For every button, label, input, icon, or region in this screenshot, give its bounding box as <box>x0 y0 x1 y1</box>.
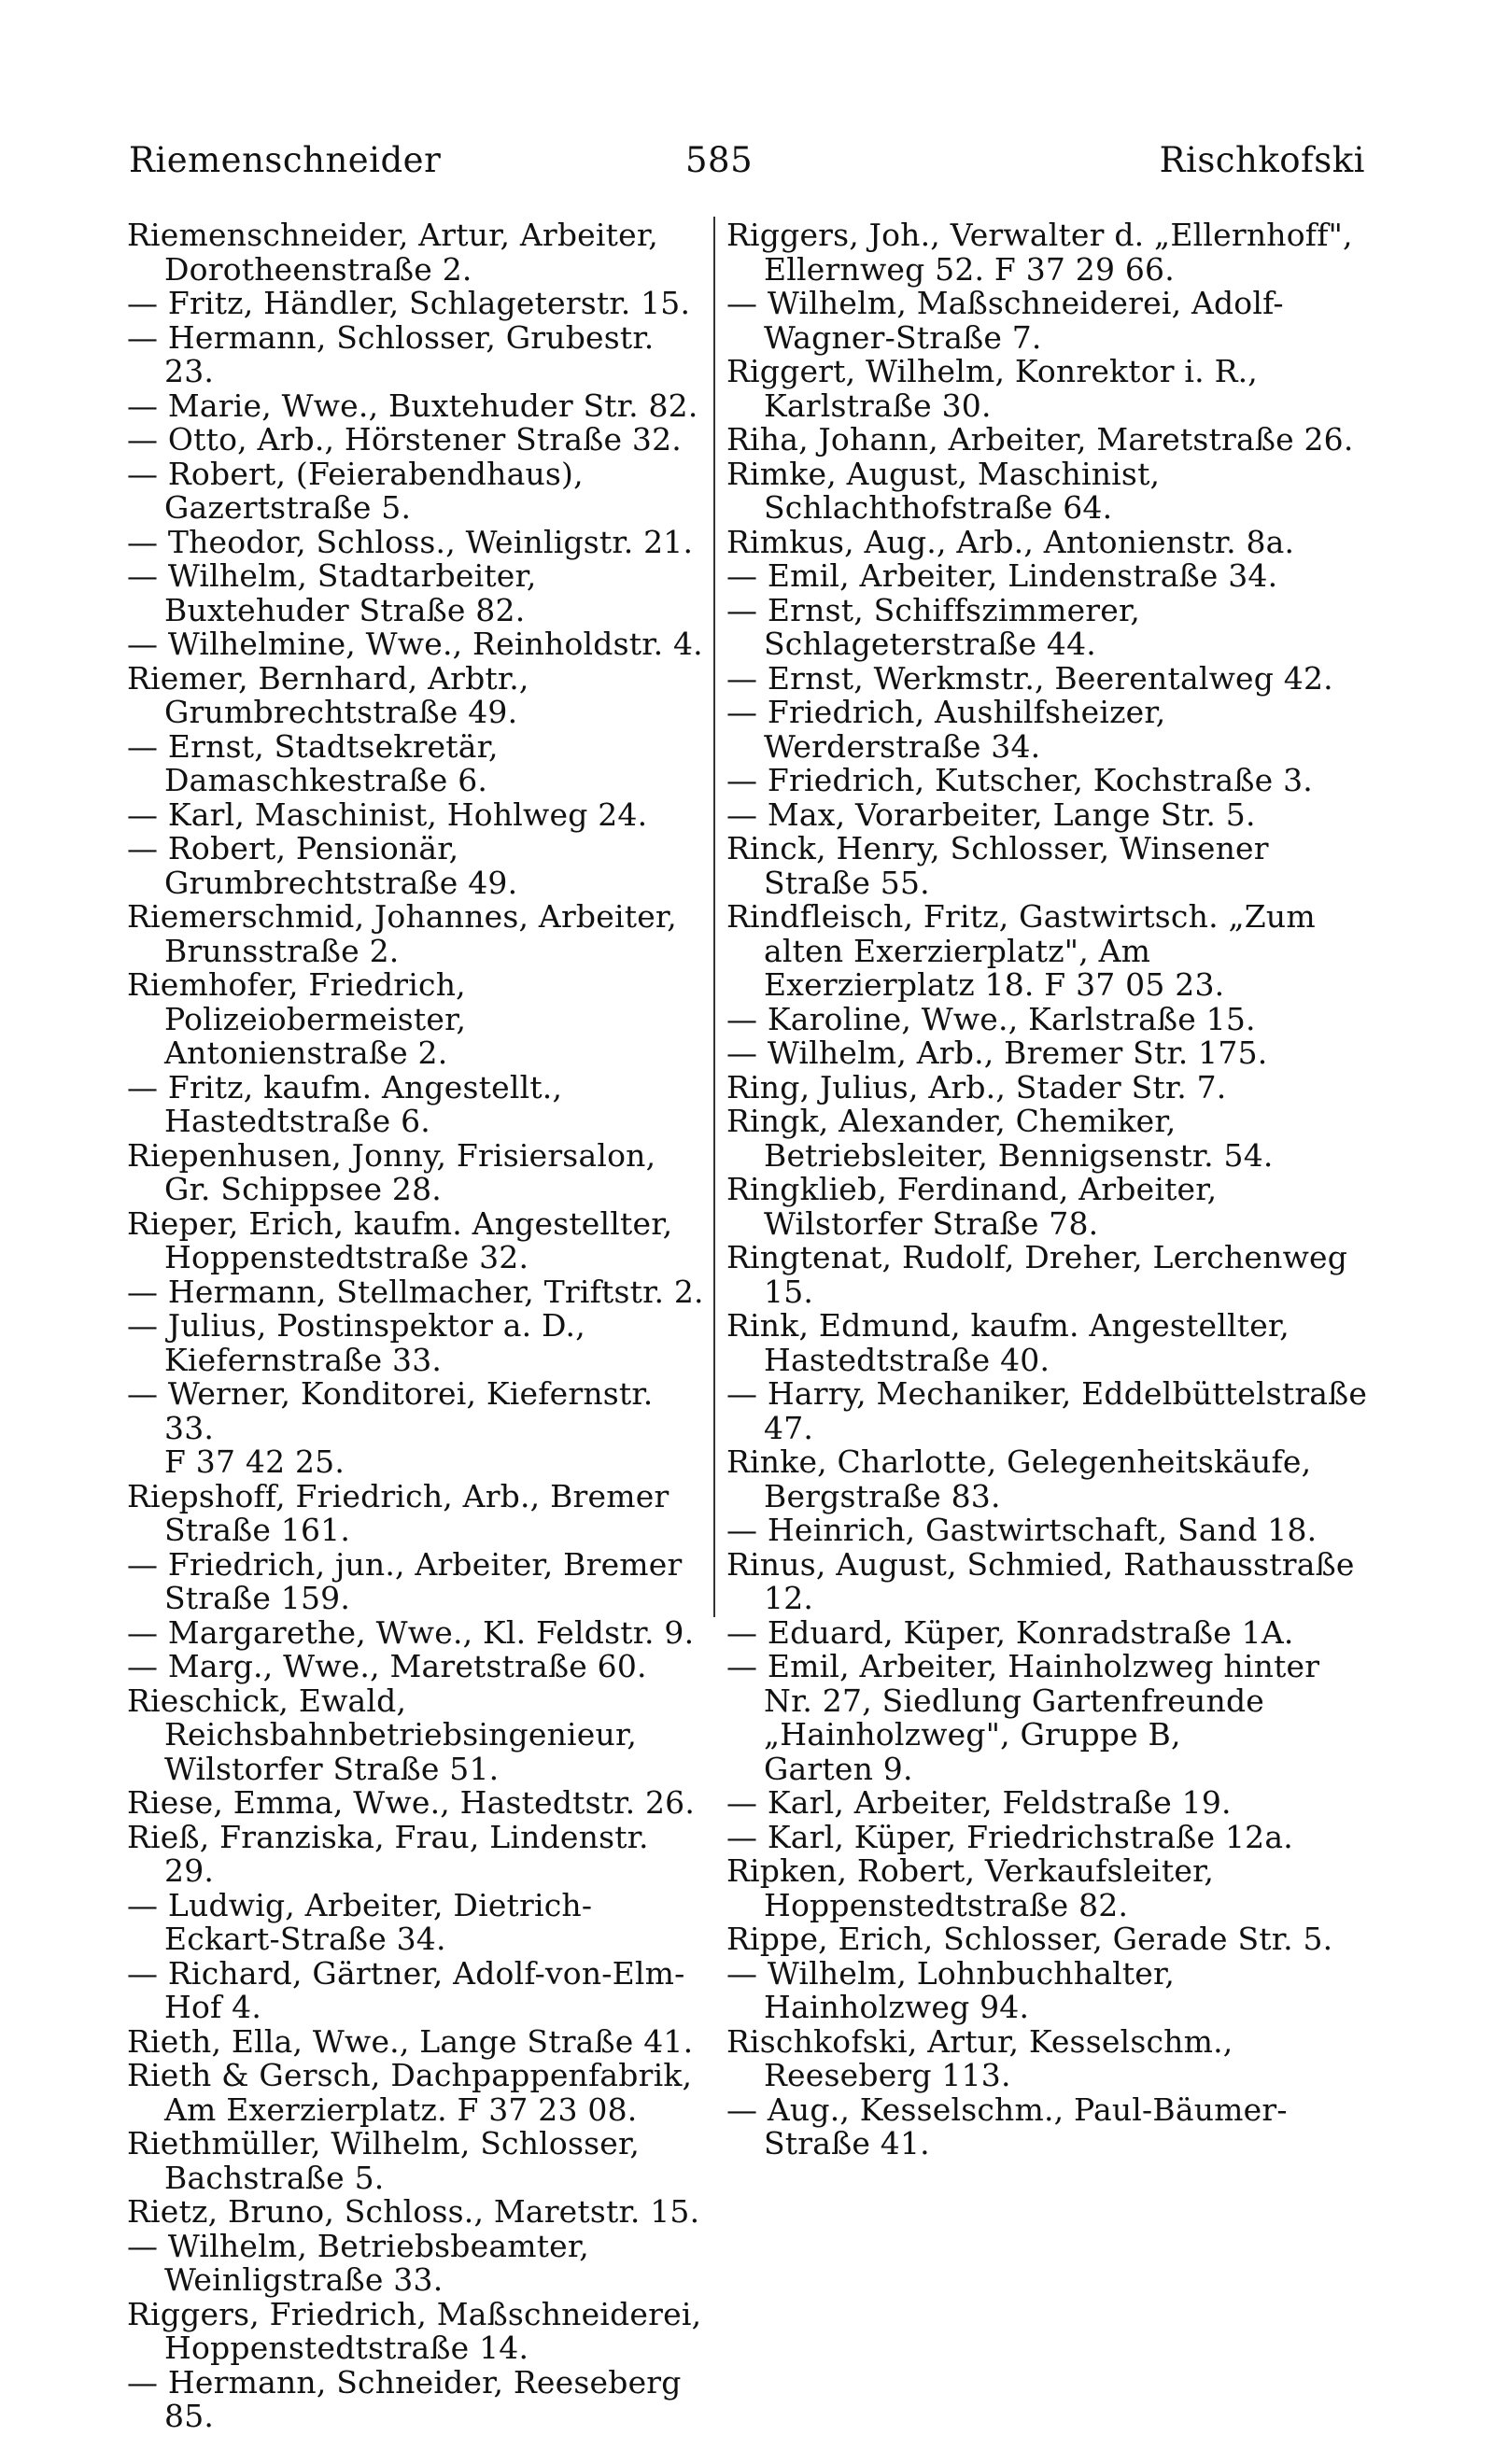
page-header <box>129 140 1365 181</box>
directory-entry: Riepshoff, Friedrich, Arb., Bremer Straße 161. <box>127 1477 669 1548</box>
directory-entry: Rimke, August, Maschinist, Schlachthofstraße 64. <box>726 455 1161 526</box>
directory-entry: — Ludwig, Arbeiter, Dietrich-Eckart-Straße 34. <box>127 1886 593 1957</box>
directory-entry: Rieth & Gersch, Dachpappenfabrik, Am Exerzierplatz. F 37 23 08. <box>127 2057 693 2128</box>
directory-entry: Rinck, Henry, Schlosser, Winsener Straße 55. <box>726 830 1269 901</box>
directory-entry: — Ernst, Schiffszimmerer, Schlageterstraße 44. <box>726 591 1141 662</box>
directory-entry: Ripken, Robert, Verkaufsleiter, Hoppenstedtstraße 82. <box>726 1852 1215 1923</box>
header-right-keyword: Rischkofski <box>1159 140 1365 180</box>
directory-entry: — Wilhelm, Stadtarbeiter, Buxtehuder Straße 82. <box>127 557 537 628</box>
directory-entry: Rindfleisch, Fritz, Gastwirtsch. „Zum alten Exerzierplatz", Am Exerzierplatz 18. F 37 05 23. <box>726 898 1316 1003</box>
directory-entry: — Wilhelm, Arb., Bremer Str. 175. <box>726 1035 1268 1071</box>
directory-entry: — Emil, Arbeiter, Lindenstraße 34. <box>726 557 1278 594</box>
directory-entry: — Fritz, kaufm. Angestellt., Hastedtstraße 6. <box>127 1068 563 1139</box>
directory-entry: — Aug., Kesselschm., Paul-Bäumer-Straße 41. <box>726 2091 1288 2161</box>
directory-entry: Rischkofski, Artur, Kesselschm., Reeseberg 113. <box>726 2022 1233 2093</box>
directory-entry: — Karl, Maschinist, Hohlweg 24. <box>127 796 648 833</box>
directory-entry: — Fritz, Händler, Schlageterstr. 15. <box>127 285 691 321</box>
page-number: 585 <box>685 140 754 180</box>
directory-entry: — Karoline, Wwe., Karlstraße 15. <box>726 1000 1256 1037</box>
column-divider <box>713 217 715 1617</box>
directory-entry: Riepenhusen, Jonny, Frisiersalon, Gr. Schippsee 28. <box>127 1136 656 1207</box>
directory-entry: Riha, Johann, Arbeiter, Maretstraße 26. <box>726 421 1354 458</box>
directory-entry: — Marie, Wwe., Buxtehuder Str. 82. <box>127 387 698 424</box>
directory-entry: — Werner, Konditorei, Kiefernstr. 33. F 37 42 25. <box>127 1375 654 1480</box>
directory-entry: — Hermann, Schlosser, Grubestr. 23. <box>127 318 655 389</box>
directory-entry: Rieper, Erich, kaufm. Angestellter, Hoppenstedtstraße 32. <box>127 1204 673 1275</box>
directory-entry: — Theodor, Schloss., Weinligstr. 21. <box>127 523 694 560</box>
directory-entry: — Friedrich, Aushilfsheizer, Werderstraße 34. <box>726 694 1166 765</box>
directory-entry: Ring, Julius, Arb., Stader Str. 7. <box>726 1068 1227 1105</box>
directory-entry: Riemhofer, Friedrich, Polizeiobermeister, Antonienstraße 2. <box>127 966 467 1071</box>
directory-entry: Rippe, Erich, Schlosser, Gerade Str. 5. <box>726 1921 1333 1957</box>
directory-entry: — Heinrich, Gastwirtschaft, Sand 18. <box>726 1512 1318 1548</box>
directory-entry: — Marg., Wwe., Maretstraße 60. <box>127 1648 647 1684</box>
directory-entry: Riggert, Wilhelm, Konrektor i. R., Karlstraße 30. <box>726 353 1258 424</box>
directory-entry: — Hermann, Stellmacher, Triftstr. 2. <box>127 1273 704 1310</box>
directory-entry: — Hermann, Schneider, Reeseberg 85. <box>127 2363 682 2434</box>
directory-entry: — Otto, Arb., Hörstener Straße 32. <box>127 421 682 458</box>
directory-entry: Rinus, August, Schmied, Rathausstraße 12. <box>726 1545 1355 1616</box>
directory-entry: — Harry, Mechaniker, Eddelbüttelstraße 47. <box>726 1375 1368 1446</box>
directory-entry: — Emil, Arbeiter, Hainholzweg hinter Nr. 27, Siedlung Gartenfreunde „Hainholzweg", Gruppe B, Garten 9. <box>726 1648 1320 1787</box>
directory-entry: — Friedrich, Kutscher, Kochstraße 3. <box>726 762 1313 798</box>
directory-entry: — Wilhelmine, Wwe., Reinholdstr. 4. <box>127 626 703 662</box>
header-left-keyword: Riemenschneider <box>129 140 442 180</box>
directory-entry: — Wilhelm, Maßschneiderei, Adolf-Wagner-Straße 7. <box>726 285 1284 356</box>
directory-entry: — Wilhelm, Betriebsbeamter, Weinligstraße 33. <box>127 2227 589 2298</box>
directory-entry: Rieschick, Ewald, Reichsbahnbetriebsingenieur, Wilstorfer Straße 51. <box>127 1682 638 1787</box>
right-column <box>726 218 1371 2161</box>
directory-entry: Rimkus, Aug., Arb., Antonienstr. 8a. <box>726 523 1295 560</box>
directory-entry: — Margarethe, Wwe., Kl. Feldstr. 9. <box>127 1613 695 1651</box>
directory-entry: — Julius, Postinspektor a. D., Kiefernstraße 33. <box>127 1307 585 1378</box>
directory-entry: — Ernst, Stadtsekretär, Damaschkestraße 6. <box>127 727 499 798</box>
directory-entry: — Eduard, Küper, Konradstraße 1A. <box>726 1613 1294 1651</box>
directory-entry: — Friedrich, jun., Arbeiter, Bremer Straße 159. <box>127 1545 683 1616</box>
directory-entry: Riese, Emma, Wwe., Hastedtstr. 26. <box>127 1784 696 1821</box>
directory-entry: — Robert, (Feierabendhaus), Gazertstraße 5. <box>127 455 584 526</box>
directory-entry: Riemerschmid, Johannes, Arbeiter, Brunsstraße 2. <box>127 898 677 969</box>
directory-entry: — Karl, Arbeiter, Feldstraße 19. <box>726 1784 1232 1821</box>
directory-entry: Riggers, Friedrich, Maßschneiderei, Hoppenstedtstraße 14. <box>127 2295 702 2366</box>
directory-entry: Riemenschneider, Artur, Arbeiter, Dorotheenstraße 2. <box>127 217 658 288</box>
directory-entry: Rinke, Charlotte, Gelegenheitskäufe, Bergstraße 83. <box>726 1443 1312 1514</box>
directory-entry: Rietz, Bruno, Schloss., Maretstr. 15. <box>127 2193 700 2230</box>
directory-entry: Ringk, Alexander, Chemiker, Betriebsleiter, Bennigsenstr. 54. <box>726 1103 1274 1174</box>
directory-entry: Rink, Edmund, kaufm. Angestellter, Hastedtstraße 40. <box>726 1307 1290 1378</box>
directory-entry: Ringklieb, Ferdinand, Arbeiter, Wilstorfer Straße 78. <box>726 1171 1218 1242</box>
directory-entry: — Wilhelm, Lohnbuchhalter, Hainholzweg 94. <box>726 1954 1176 2025</box>
directory-entry: Riethmüller, Wilhelm, Schlosser, Bachstraße 5. <box>127 2125 641 2196</box>
directory-entry: — Karl, Küper, Friedrichstraße 12a. <box>726 1818 1293 1855</box>
directory-entry: — Richard, Gärtner, Adolf-von-Elm-Hof 4. <box>127 1954 685 2025</box>
directory-entry: Riggers, Joh., Verwalter d. „Ellernhoff", Ellernweg 52. F 37 29 66. <box>726 217 1353 288</box>
directory-entry: Rieth, Ella, Wwe., Lange Straße 41. <box>127 2022 694 2060</box>
left-column <box>127 218 706 2434</box>
directory-entry: Riemer, Bernhard, Arbtr., Grumbrechtstraße 49. <box>127 659 529 730</box>
directory-entry: — Max, Vorarbeiter, Lange Str. 5. <box>726 796 1256 833</box>
directory-entry: — Ernst, Werkmstr., Beerentalweg 42. <box>726 659 1333 697</box>
directory-entry: Ringtenat, Rudolf, Dreher, Lerchenweg 15. <box>726 1239 1348 1310</box>
directory-entry: Rieß, Franziska, Frau, Lindenstr. 29. <box>127 1818 649 1889</box>
directory-entry: — Robert, Pensionär, Grumbrechtstraße 49. <box>127 830 518 901</box>
